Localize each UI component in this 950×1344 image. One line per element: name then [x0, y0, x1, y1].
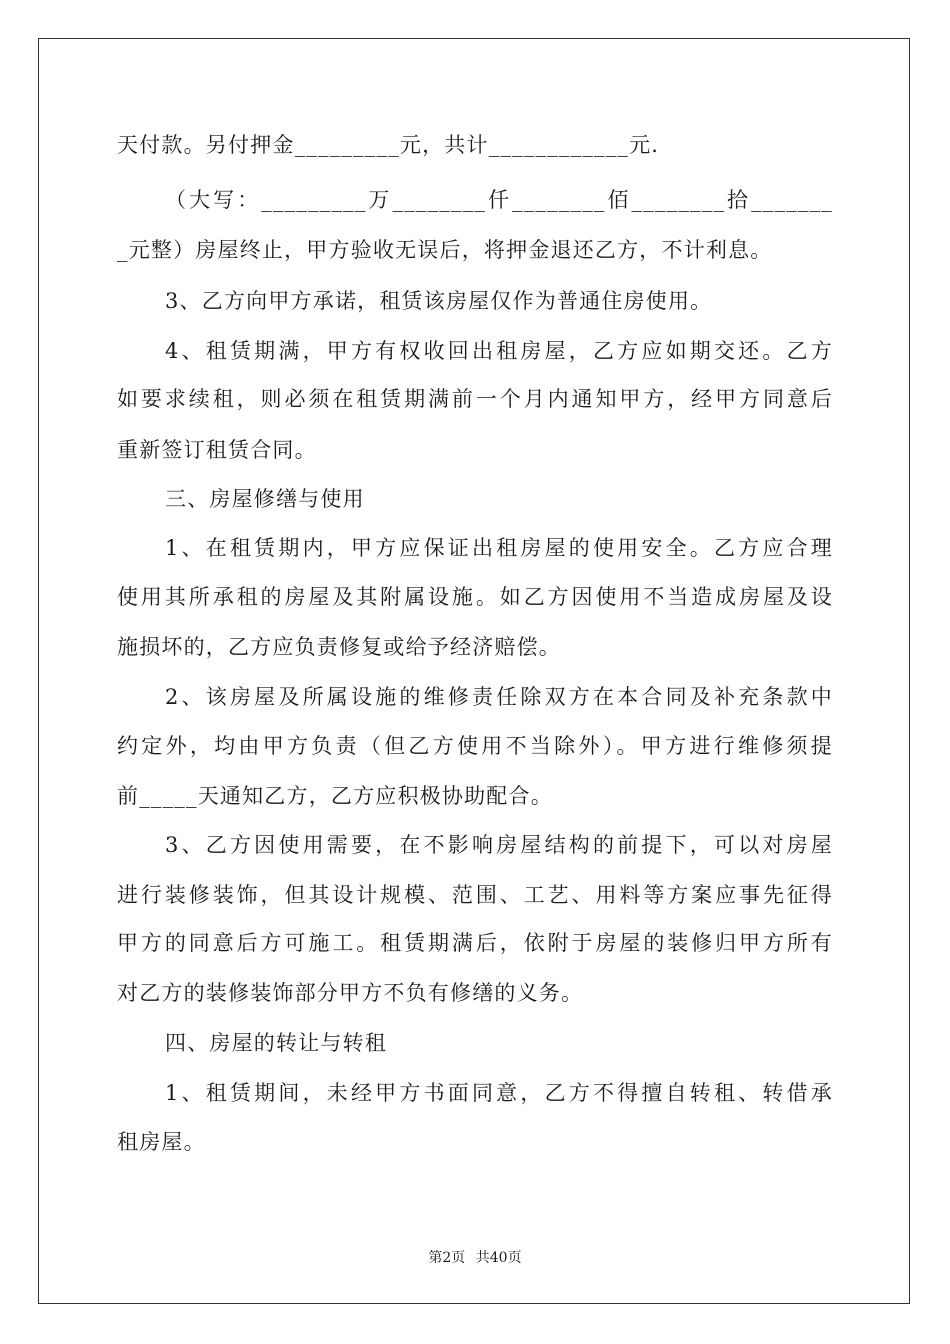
text-line: 1、租赁期间，未经甲方书面同意，乙方不得擅自转租、转借承 [165, 1081, 833, 1105]
text-line: 甲方的同意后方可施工。租赁期满后，依附于房屋的装修归甲方所有 [117, 931, 833, 955]
section-heading: 四、房屋的转让与转租 [165, 1031, 387, 1055]
text-line: 天付款。另付押金_________元，共计____________元. [117, 133, 660, 157]
text-line: 如要求续租，则必须在租赁期满前一个月内通知甲方，经甲方同意后 [117, 387, 833, 411]
page-border [38, 38, 910, 1304]
text-line: 重新签订租赁合同。 [117, 438, 317, 462]
text-line: （大写：_________万________仟________佰________拾_______ [165, 188, 833, 212]
text-line: 租房屋。 [117, 1130, 206, 1154]
page-number-current: 第2页 [428, 1250, 466, 1266]
text-line: 施损坏的，乙方应负责修复或给予经济赔偿。 [117, 635, 561, 659]
page-footer [0, 1247, 950, 1267]
text-line: 2、该房屋及所属设施的维修责任除双方在本合同及补充条款中 [165, 685, 833, 709]
text-line: 3、乙方因使用需要，在不影响房屋结构的前提下，可以对房屋 [165, 833, 833, 857]
section-heading: 三、房屋修缮与使用 [165, 487, 365, 511]
page-number-total: 共40页 [475, 1250, 522, 1266]
text-line: 约定外，均由甲方负责（但乙方使用不当除外）。甲方进行维修须提 [117, 734, 833, 758]
text-line: 使用其所承租的房屋及其附属设施。如乙方因使用不当造成房屋及设 [117, 585, 833, 609]
text-line: 前_____天通知乙方，乙方应积极协助配合。 [117, 784, 553, 808]
text-line: _元整）房屋终止，甲方验收无误后，将押金退还乙方，不计利息。 [117, 238, 773, 262]
text-line: 进行装修装饰，但其设计规模、范围、工艺、用料等方案应事先征得 [117, 883, 833, 907]
text-line: 4、租赁期满，甲方有权收回出租房屋，乙方应如期交还。乙方 [165, 339, 833, 363]
text-line: 对乙方的装修装饰部分甲方不负有修缮的义务。 [117, 981, 584, 1005]
text-line: 3、乙方向甲方承诺，租赁该房屋仅作为普通住房使用。 [165, 289, 713, 313]
text-line: 1、在租赁期内，甲方应保证出租房屋的使用安全。乙方应合理 [165, 536, 833, 560]
